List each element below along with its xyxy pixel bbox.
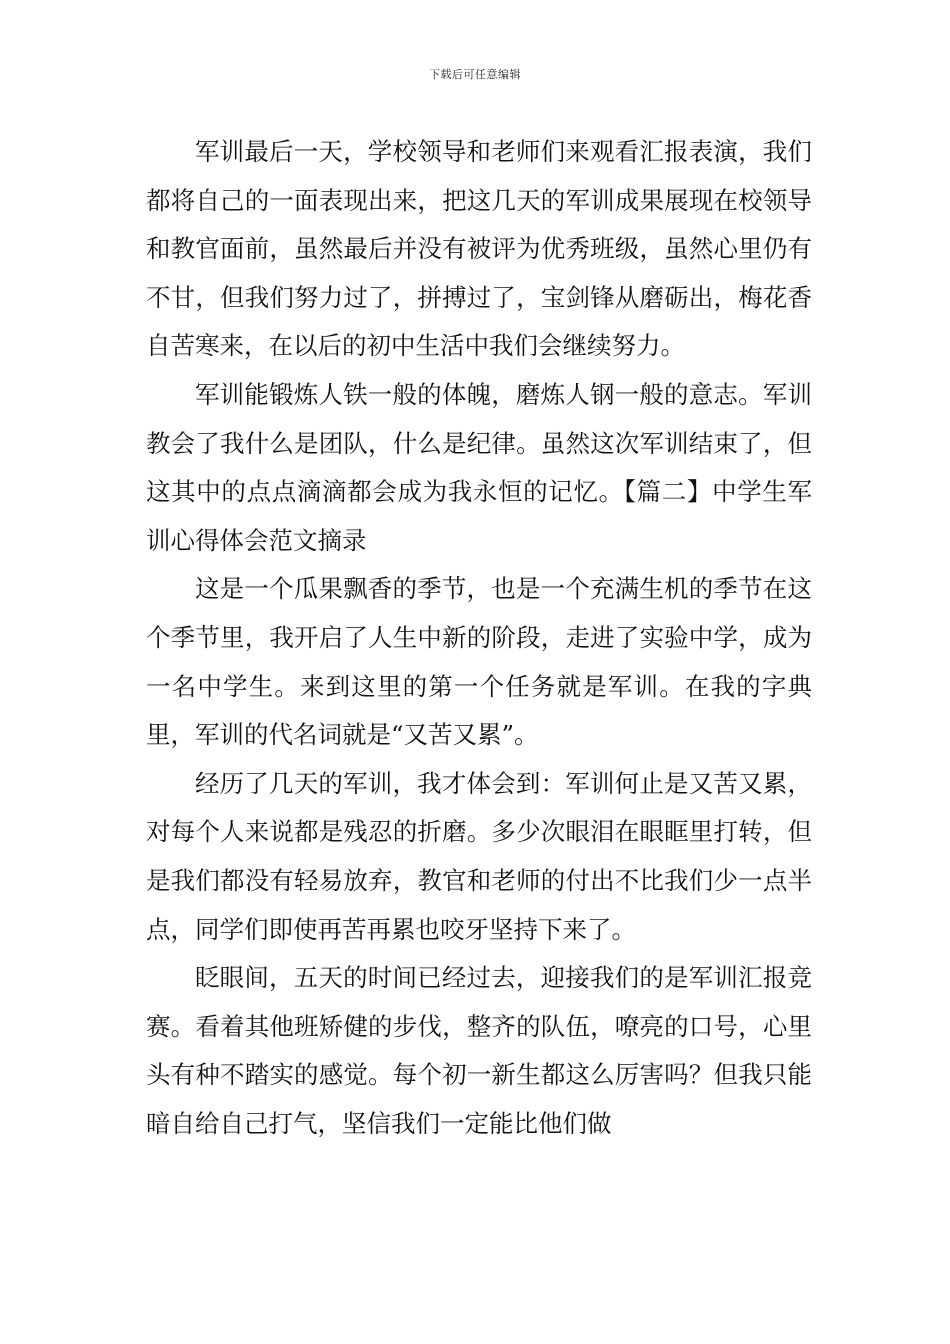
paragraph-5: 眨眼间，五天的时间已经过去，迎接我们的是军训汇报竞赛。看着其他班矫健的步伐，整齐的队伍，嘹亮的口号，心里头有种不踏实的感觉。每个初一新生都这么厉害吗？但我只能暗自给自己打气，坚信我们一定能比他们做 bbox=[146, 963, 812, 1138]
page-header: 下载后可任意编辑 bbox=[429, 68, 521, 81]
paragraph-3: 这是一个瓜果飘香的季节，也是一个充满生机的季节在这个季节里，我开启了人生中新的阶段，走进了实验中学，成为一名中学生。来到这里的第一个任务就是军训。在我的字典里，军训的代名词就是“又苦又累”。 bbox=[146, 574, 812, 750]
paragraph-4: 经历了几天的军训，我才体会到：军训何止是又苦又累，对每个人来说都是残忍的折磨。多少次眼泪在眼眶里打转，但是我们都没有轻易放弃，教官和老师的付出不比我们少一点半点，同学们即使再苦再累也咬牙坚持下来了。 bbox=[146, 768, 812, 944]
paragraph-2: 军训能锻炼人铁一般的体魄，磨炼人钢一般的意志。军训教会了我什么是团队，什么是纪律。虽然这次军训结束了，但这其中的点点滴滴都会成为我永恒的记忆。【篇二】中学生军训心得体会范文摘录 bbox=[146, 379, 812, 555]
paragraph-1: 军训最后一天，学校领导和老师们来观看汇报表演，我们都将自己的一面表现出来，把这几天的军训成果展现在校领导和教官面前，虽然最后并没有被评为优秀班级，虽然心里仍有不甘，但我们努力过了，拼搏过了，宝剑锋从磨砺出，梅花香自苦寒来，在以后的初中生活中我们会继续努力。 bbox=[146, 137, 812, 361]
document-body bbox=[146, 128, 812, 1148]
